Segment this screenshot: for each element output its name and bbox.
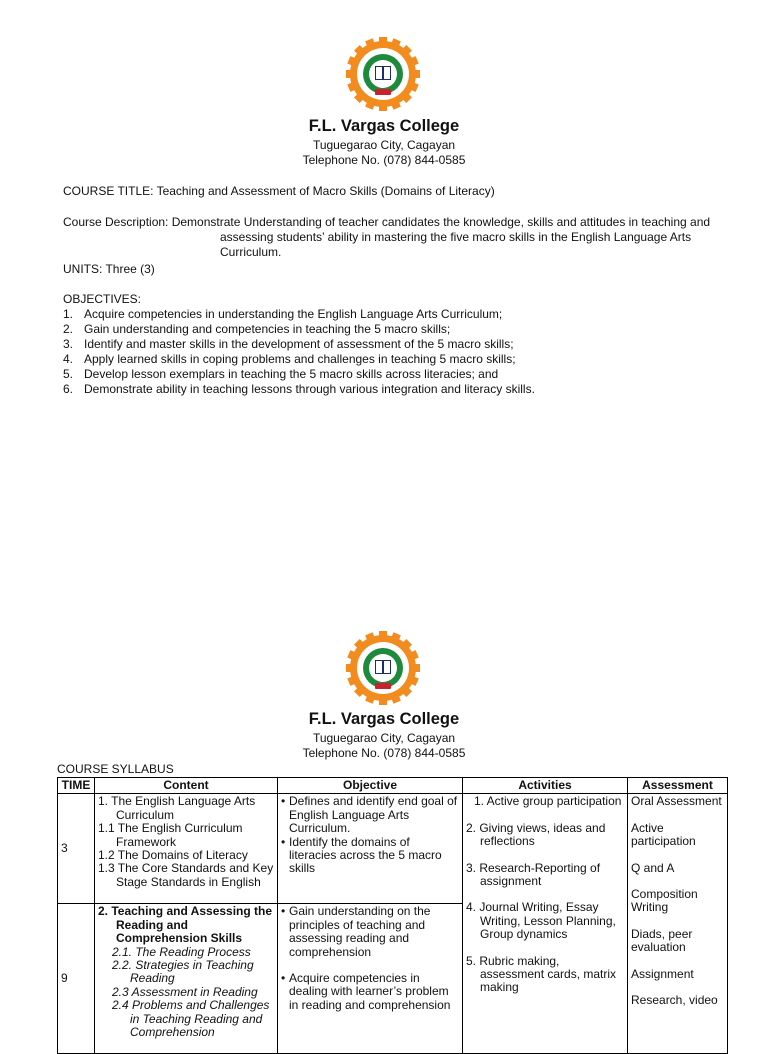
content-item: 1.1 The English Curriculum Framework — [98, 821, 243, 849]
objectives-heading: OBJECTIVES: — [63, 292, 142, 306]
objective-bullet: • Acquire competencies in dealing with learner’s problem in reading and comprehension — [281, 972, 459, 1012]
objective-item: 4. Apply learned skills in coping problems and challenges in teaching 5 macro skills; — [63, 352, 516, 366]
column-header: Assessment — [628, 778, 728, 794]
objective-bullet: • Gain understanding on the principles of teaching and assessing reading and comprehension — [281, 905, 459, 959]
content-item: 2.3 Assessment in Reading — [112, 984, 258, 999]
activity-item: 4. Journal Writing, Essay Writing, Lesson Planning, Group dynamics — [466, 900, 616, 942]
units: UNITS: Three (3) — [63, 262, 155, 276]
course-title: COURSE TITLE: Teaching and Assessment of Macro Skills (Domains of Literacy) — [63, 184, 495, 198]
activities-cell — [463, 794, 628, 1054]
objective-bullet: • Identify the domains of literacies across the 5 macro skills — [281, 836, 459, 876]
content-cell — [95, 904, 278, 1054]
college-name: F.L. Vargas College — [308, 710, 460, 728]
column-header: TIME — [58, 778, 95, 794]
assessment-item: Q and A — [631, 860, 675, 875]
syllabus-table — [57, 777, 728, 1054]
content-item: 2.4 Problems and Challenges in Teaching Reading and Comprehension — [112, 998, 270, 1040]
college-name: F.L. Vargas College — [308, 117, 460, 135]
college-telephone: Telephone No. (078) 844-0585 — [302, 746, 466, 760]
objective-item: 6. Demonstrate ability in teaching lessons through various integration and literacy skills. — [63, 382, 535, 396]
syllabus-heading: COURSE SYLLABUS — [57, 762, 174, 776]
content-item: 1. The English Language Arts Curriculum — [98, 794, 256, 822]
assessment-cell — [628, 794, 728, 1054]
objective-item: 2. Gain understanding and competencies in teaching the 5 macro skills; — [63, 322, 451, 336]
assessment-item: Research, video — [631, 993, 718, 1008]
table-header-row — [58, 778, 728, 794]
course-description-line: Curriculum. — [220, 245, 282, 259]
college-address: Tuguegarao City, Cagayan — [312, 731, 456, 745]
objective-item: 5. Develop lesson exemplars in teaching the 5 macro skills across literacies; and — [63, 367, 499, 381]
objective-bullet: • Defines and identify end goal of English Language Arts Curriculum. — [281, 795, 459, 835]
content-item: 1.3 The Core Standards and Key Stage Standards in English — [98, 861, 274, 889]
content-item: 2.2. Strategies in Teaching Reading — [112, 958, 254, 986]
course-description-line: Demonstrate Understanding of teacher candidates the knowledge, skills and attitudes in teaching and — [171, 215, 711, 229]
activity-item: 2. Giving views, ideas and reflections — [466, 820, 606, 849]
assessment-item: Oral Assessment — [631, 794, 722, 809]
activity-item: 3. Research-Reporting of assignment — [466, 860, 601, 889]
course-description — [63, 215, 733, 260]
content-item: 2.1. The Reading Process — [112, 944, 251, 959]
column-header: Activities — [463, 778, 628, 794]
college-logo — [345, 36, 421, 112]
content-item: 1.2 The Domains of Literacy — [98, 848, 248, 863]
content-cell — [95, 794, 278, 904]
column-header: Objective — [278, 778, 463, 794]
course-description-line: assessing students’ ability in mastering the five macro skills in the English Language Arts — [220, 230, 692, 244]
activity-item: 1. Active group participation — [474, 794, 622, 809]
course-description-label: Course Description: — [63, 215, 169, 229]
activity-item: 5. Rubric making, assessment cards, matrix making — [466, 953, 617, 995]
objective-cell — [278, 904, 463, 1054]
content-heading: 2. Teaching and Assessing the Reading and Comprehension Skills — [98, 904, 273, 946]
objective-item: 1. Acquire competencies in understanding the English Language Arts Curriculum; — [63, 307, 503, 321]
objective-item: 3. Identify and master skills in the development of assessment of the 5 macro skills; — [63, 337, 514, 351]
college-logo — [345, 630, 421, 706]
college-telephone: Telephone No. (078) 844-0585 — [302, 153, 466, 167]
time-cell: 3 — [58, 794, 95, 904]
assessment-item: Active participation — [631, 820, 696, 849]
table-row — [58, 794, 728, 904]
objective-cell — [278, 794, 463, 904]
assessment-item: Composition Writing — [631, 887, 698, 915]
college-address: Tuguegarao City, Cagayan — [312, 138, 456, 152]
assessment-item: Diads, peer evaluation — [631, 926, 693, 955]
column-header: Content — [95, 778, 278, 794]
objectives-list — [63, 307, 743, 397]
time-cell: 9 — [58, 904, 95, 1054]
assessment-item: Assignment — [631, 966, 694, 981]
